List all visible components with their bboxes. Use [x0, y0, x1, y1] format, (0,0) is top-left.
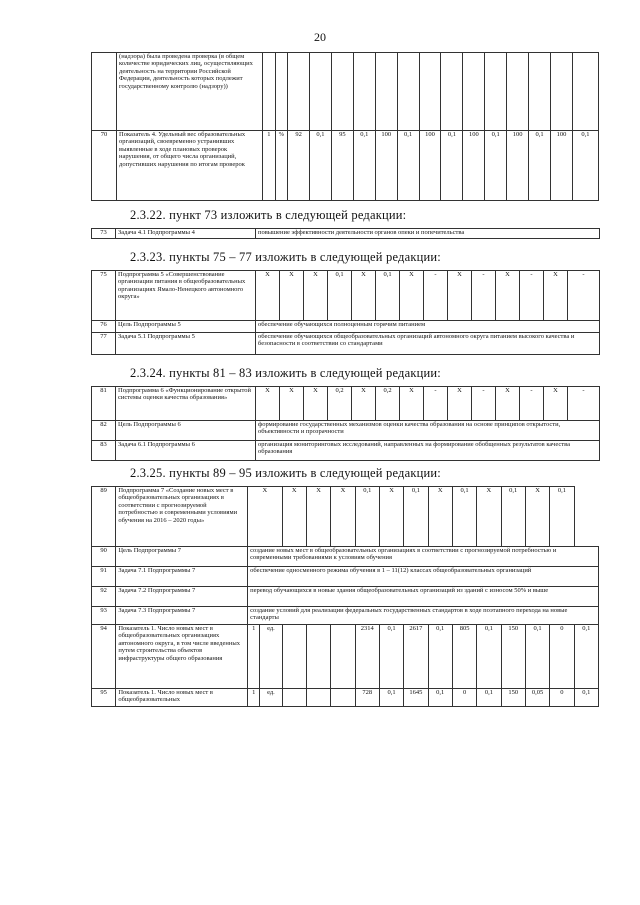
- table-cell: [282, 625, 306, 689]
- row-label: Задача 6.1 Подпрограммы 6: [116, 441, 256, 461]
- table-cell: X: [352, 271, 376, 321]
- table-row: [92, 387, 600, 421]
- row-number: 94: [92, 625, 116, 689]
- table-cell: X: [496, 271, 520, 321]
- row-text: создание условий для реализации федеральных государственных стандартов в ходе поэтапного перехода на новые стандарты: [248, 607, 599, 625]
- table-cell: 0,1: [379, 689, 403, 707]
- table-row: [92, 229, 600, 239]
- section-heading: 2.3.23. пункты 75 – 77 изложить в следующей редакции:: [130, 250, 441, 264]
- table-cell: ед.: [260, 625, 282, 689]
- table-cell: X: [400, 387, 424, 421]
- row-label: Задача 5.1 Подпрограммы 5: [116, 333, 256, 355]
- table-cell: ед.: [260, 689, 282, 707]
- table-items-75-77: [91, 270, 600, 355]
- table-cell: X: [331, 487, 355, 547]
- section-heading: 2.3.24. пункты 81 – 83 изложить в следующей редакции:: [130, 366, 441, 380]
- table-row: [92, 567, 599, 587]
- table-cell: 0: [452, 689, 476, 707]
- table-row: [92, 607, 599, 625]
- table-cell: [306, 689, 330, 707]
- row-label: Цель Подпрограммы 7: [116, 547, 248, 567]
- table-cell: 0,05: [525, 689, 549, 707]
- table-cell: X: [306, 487, 330, 547]
- table-row: [92, 441, 600, 461]
- row-label: Задача 4.1 Подпрограммы 4: [116, 229, 256, 239]
- table-cell: [282, 689, 306, 707]
- row-number: 95: [92, 689, 116, 707]
- row-number: 91: [92, 567, 116, 587]
- row-text: обеспечение обучающихся общеобразовательных организаций автономного округа питанием высокого качества и безопасности в соответствии со стандартами: [256, 333, 600, 355]
- row-label: Подпрограмма 5 «Совершенствование организации питания в общеобразовательных организациях Ямало-Ненецкого автономного округа»: [116, 271, 256, 321]
- table-cell: 0,1: [376, 271, 400, 321]
- row-label: Цель Подпрограммы 5: [116, 321, 256, 333]
- row-text: (надзора) была проведена проверка (в общем количестве юридических лиц, осуществляющих деятельность на территории Российской Федерации, деятельность которых подлежит государственному контролю (надзору)): [117, 53, 263, 131]
- row-text: перевод обучающихся в новые здания общеобразовательных организаций из зданий с износом 50% и выше: [248, 587, 599, 607]
- table-cell: 100: [550, 131, 572, 201]
- row-number: 89: [92, 487, 116, 547]
- table-cell: 0,1: [452, 487, 476, 547]
- table-items-81-83: [91, 386, 600, 461]
- table-cell: 92: [288, 131, 310, 201]
- table-cell: 100: [507, 131, 529, 201]
- table-cell: -: [568, 271, 600, 321]
- table-row: [92, 487, 599, 547]
- row-number: 90: [92, 547, 116, 567]
- table-row: [92, 53, 599, 131]
- table-cell: -: [520, 271, 544, 321]
- table-cell: X: [248, 487, 282, 547]
- table-cell: 0,1: [310, 131, 332, 201]
- table-cell: 0,1: [379, 625, 403, 689]
- section-heading: 2.3.25. пункты 89 – 95 изложить в следующей редакции:: [130, 466, 441, 480]
- table-cell: 100: [375, 131, 397, 201]
- table-cell: X: [352, 387, 376, 421]
- row-text: формирование государственных механизмов оценки качества образования на основе принципов открытости, объективности и прозрачности: [256, 421, 600, 441]
- table-cell: X: [280, 387, 304, 421]
- row-number: 75: [92, 271, 116, 321]
- table-cell: X: [477, 487, 501, 547]
- table-cell: 0,1: [477, 689, 501, 707]
- row-text: организация мониторинговых исследований, направленных на формирование обобщенных результатов качества образования: [256, 441, 600, 461]
- table-cell: X: [280, 271, 304, 321]
- table-cell: X: [544, 271, 568, 321]
- table-cell: [331, 689, 355, 707]
- row-number: 77: [92, 333, 116, 355]
- row-number: 93: [92, 607, 116, 625]
- table-cell: 150: [501, 625, 525, 689]
- table-row: [92, 547, 599, 567]
- table-row: [92, 271, 600, 321]
- table-cell: 2314: [355, 625, 379, 689]
- table-cell: 0,1: [428, 625, 452, 689]
- table-items-89-95: [91, 486, 599, 707]
- table-cell: X: [448, 387, 472, 421]
- table-cell: 1: [263, 131, 276, 201]
- row-text: обеспечение односменного режима обучения в 1 – 11(12) классах общеобразовательных организаций: [248, 567, 599, 587]
- row-text: создание новых мест в общеобразовательных организациях в соответствии с прогнозируемой потребностью и современными требованиями к условиям обучения: [248, 547, 599, 567]
- table-cell: -: [472, 271, 496, 321]
- table-cell: 0,1: [477, 625, 501, 689]
- table-cell: 100: [463, 131, 485, 201]
- section-heading: 2.3.22. пункт 73 изложить в следующей редакции:: [130, 208, 407, 222]
- table-cell: 0,1: [574, 625, 598, 689]
- table-cell: X: [379, 487, 403, 547]
- table-cell: 0,1: [441, 131, 463, 201]
- row-number: 82: [92, 421, 116, 441]
- table-cell: 0,1: [355, 487, 379, 547]
- table-row: [92, 625, 599, 689]
- table-cell: 1: [248, 625, 260, 689]
- table-cell: 728: [355, 689, 379, 707]
- table-cell: X: [256, 387, 280, 421]
- row-label: Подпрограмма 6 «Функционирование открытой системы оценки качества образования»: [116, 387, 256, 421]
- table-cell: 0,1: [572, 131, 598, 201]
- row-label: Задача 7.2 Подпрограммы 7: [116, 587, 248, 607]
- table-cell: -: [424, 387, 448, 421]
- table-cell: 0,1: [404, 487, 428, 547]
- table-cell: -: [520, 387, 544, 421]
- row-label: Задача 7.1 Подпрограммы 7: [116, 567, 248, 587]
- row-text: обеспечение обучающихся полноценным горячим питанием: [256, 321, 600, 333]
- table-cell: %: [275, 131, 288, 201]
- row-number: 70: [92, 131, 117, 201]
- table-cell: -: [472, 387, 496, 421]
- row-number: 76: [92, 321, 116, 333]
- table-cell: X: [256, 271, 280, 321]
- table-cell: X: [496, 387, 520, 421]
- table-cell: [306, 625, 330, 689]
- table-cell: X: [428, 487, 452, 547]
- table-item-73: [91, 228, 600, 239]
- table-cell: X: [304, 271, 328, 321]
- row-number: [92, 53, 117, 131]
- table-cell: X: [448, 271, 472, 321]
- table-cell: 0,1: [485, 131, 507, 201]
- table-row: [92, 131, 599, 201]
- table-cell: 95: [331, 131, 353, 201]
- table-cell: 0,2: [328, 387, 352, 421]
- table-cell: 2617: [404, 625, 428, 689]
- row-label: Задача 7.3 Подпрограммы 7: [116, 607, 248, 625]
- row-text: Показатель 4. Удельный вес образовательных организаций, своевременно устранивших выявленные в ходе плановых проверок нарушения, от общего числа организаций, допустивших нарушения по итогам проверок: [117, 131, 263, 201]
- table-cell: X: [304, 387, 328, 421]
- row-label: Цель Подпрограммы 6: [116, 421, 256, 441]
- table-cell: 805: [452, 625, 476, 689]
- table-cell: X: [525, 487, 549, 547]
- table-cell: 150: [501, 689, 525, 707]
- row-number: 92: [92, 587, 116, 607]
- table-row: [92, 689, 599, 707]
- table-row: [92, 587, 599, 607]
- table-cell: [331, 625, 355, 689]
- row-number: 81: [92, 387, 116, 421]
- table-cell: 1: [248, 689, 260, 707]
- table-continuation: [91, 52, 599, 201]
- table-cell: 0: [550, 689, 574, 707]
- table-cell: 0,1: [525, 625, 549, 689]
- table-cell: X: [400, 271, 424, 321]
- row-text: повышение эффективности деятельности органов опеки и попечительства: [256, 229, 600, 239]
- row-number: 83: [92, 441, 116, 461]
- table-cell: -: [568, 387, 600, 421]
- table-cell: 0: [550, 625, 574, 689]
- table-cell: 0,1: [529, 131, 551, 201]
- page-number: 20: [314, 30, 326, 44]
- table-cell: 0,1: [550, 487, 574, 547]
- row-number: 73: [92, 229, 116, 239]
- table-cell: 1645: [404, 689, 428, 707]
- table-cell: X: [544, 387, 568, 421]
- table-cell: 0,1: [574, 689, 598, 707]
- table-row: [92, 321, 600, 333]
- table-row: [92, 421, 600, 441]
- table-cell: 0,1: [428, 689, 452, 707]
- table-cell: 0,1: [328, 271, 352, 321]
- table-cell: 0,2: [376, 387, 400, 421]
- table-cell: 100: [419, 131, 441, 201]
- table-cell: 0,1: [501, 487, 525, 547]
- table-row: [92, 333, 600, 355]
- table-cell: 0,1: [397, 131, 419, 201]
- row-label: Подпрограмма 7 «Создание новых мест в общеобразовательных организациях в соответствии с прогнозируемой потребностью и современными условиями обучения на 2016 – 2020 годы»: [116, 487, 248, 547]
- table-cell: X: [282, 487, 306, 547]
- table-cell: -: [424, 271, 448, 321]
- table-cell: 0,1: [353, 131, 375, 201]
- row-label: Показатель 1. Число новых мест в общеобразовательных: [116, 689, 248, 707]
- row-label: Показатель 1. Число новых мест в общеобразовательных организациях автономного округа, в том числе введенных путем строительства объектов инфраструктуры общего образования: [116, 625, 248, 689]
